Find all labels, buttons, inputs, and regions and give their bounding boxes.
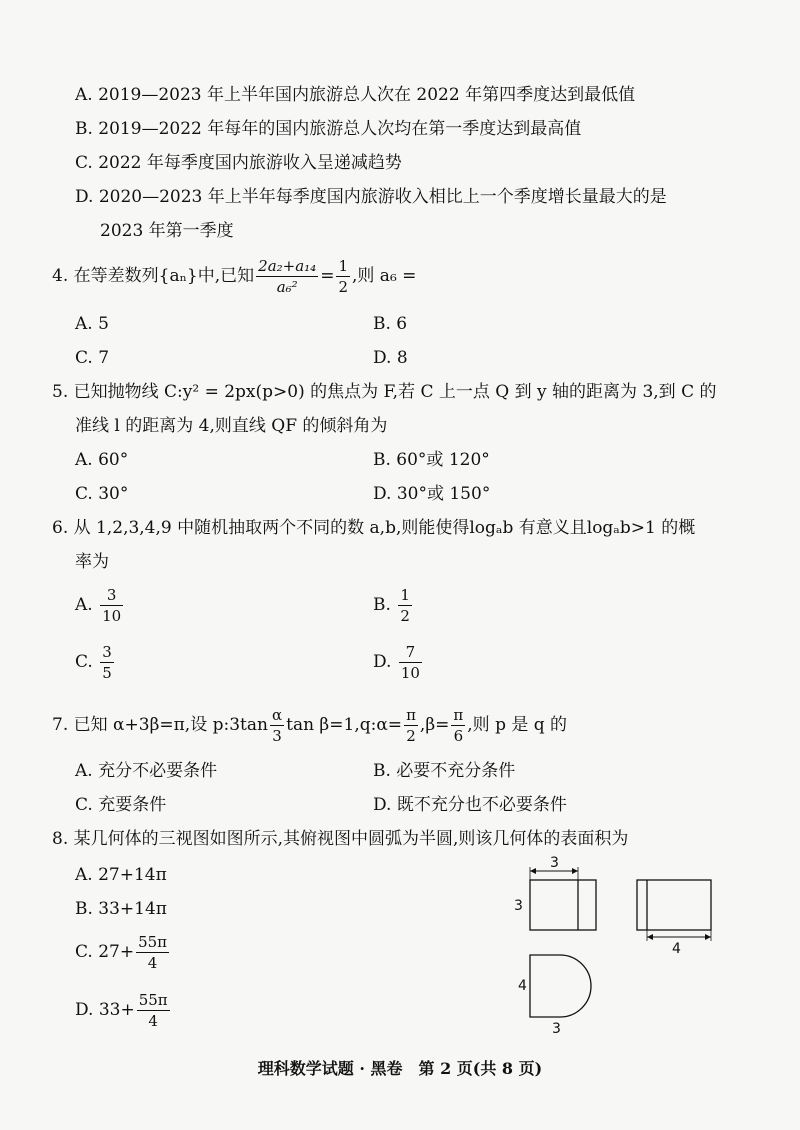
front-view-dim-arrow-right (572, 868, 578, 874)
q4-frac-den: a₆² (276, 278, 298, 296)
q7-alpha-fraction (270, 705, 284, 746)
q6-d-label: D. (373, 652, 392, 672)
q7-option-a: A. 充分不必要条件 (75, 761, 218, 781)
q7-pi2-fraction (404, 705, 418, 746)
q8-d-num: 55π (138, 991, 168, 1009)
q7-option-c: C. 充要条件 (75, 795, 167, 815)
q4-half (336, 256, 350, 297)
q4-option-d: D. 8 (373, 348, 408, 368)
q5-stem-line2: 准线 l 的距离为 4,则直线 QF 的倾斜角为 (75, 416, 388, 436)
q7-alpha-num: α (271, 706, 283, 724)
q6-c-label: C. (75, 652, 93, 672)
front-view-left-label: 3 (514, 898, 523, 914)
q8-c-num: 55π (138, 933, 168, 951)
q6-a-den: 10 (102, 607, 122, 625)
q6-b-num: 1 (400, 586, 410, 604)
q6-option-b (373, 585, 414, 626)
q4-stem-pre: 4. 在等差数列{aₙ}中,已知 (52, 266, 255, 286)
q3-option-b: B. 2019—2022 年每年的国内旅游总人次均在第一季度达到最高值 (75, 119, 582, 139)
side-view-dim-arrow-right (705, 934, 711, 940)
q6-c-den: 5 (102, 664, 112, 682)
q3-option-c: C. 2022 年每季度国内旅游收入呈递减趋势 (75, 153, 402, 173)
q7-pi2-num: π (406, 706, 416, 724)
q5-option-b: B. 60°或 120° (373, 450, 490, 470)
q6-stem-line2: 率为 (75, 552, 109, 572)
q7-stem (52, 705, 567, 746)
q7-pi6-num: π (453, 706, 464, 724)
q4-frac-num: 2a₂+a₁₄ (258, 257, 317, 275)
three-view-figure (500, 855, 740, 1045)
q4-half-num: 1 (338, 257, 348, 275)
q3-option-d-line1: D. 2020—2023 年上半年每季度国内旅游收入相比上一个季度增长量最大的是 (75, 187, 667, 207)
q6-d-fraction (399, 642, 422, 683)
side-view-bottom-label: 4 (672, 941, 681, 957)
front-view-dim-arrow-left (530, 868, 536, 874)
top-view-left-label: 4 (518, 978, 527, 994)
top-view-bottom-label: 3 (552, 1021, 561, 1037)
q6-d-den: 10 (400, 664, 420, 682)
q5-stem-line1: 5. 已知抛物线 C:y² = 2px(p>0) 的焦点为 F,若 C 上一点 Q 到 y 轴的距离为 3,到 C 的 (52, 382, 717, 402)
q7-mid: tan β=1,q:α= (286, 715, 403, 735)
q4-half-den: 2 (338, 278, 348, 296)
q7-option-b: B. 必要不充分条件 (373, 761, 516, 781)
q4-stem (52, 256, 416, 297)
front-view-rect (530, 880, 596, 930)
q8-c-fraction (136, 932, 169, 973)
q6-stem-line1: 6. 从 1,2,3,4,9 中随机抽取两个不同的数 a,b,则能使得logₐb 有意义且logₐb>1 的概 (52, 518, 696, 538)
q5-option-a: A. 60° (75, 450, 129, 470)
q6-option-a (75, 585, 125, 626)
q7-pi2-den: 2 (406, 727, 416, 745)
q8-option-a: A. 27+14π (75, 865, 167, 885)
side-view-rect (637, 880, 711, 930)
q6-c-num: 3 (102, 643, 112, 661)
q4-option-b: B. 6 (373, 314, 408, 334)
q6-option-d (373, 642, 424, 683)
q6-option-c (75, 642, 116, 683)
q8-option-b: B. 33+14π (75, 899, 167, 919)
q6-b-label: B. (373, 595, 391, 615)
q8-d-fraction (137, 990, 170, 1031)
q6-b-den: 2 (400, 607, 410, 625)
q4-option-c: C. 7 (75, 348, 110, 368)
q3-option-a: A. 2019—2023 年上半年国内旅游总人次在 2022 年第四季度达到最低值 (75, 85, 636, 105)
page-footer: 理科数学试题 · 黑卷 第 2 页(共 8 页) (257, 1059, 543, 1078)
q4-equals: = (320, 266, 335, 286)
q6-a-num: 3 (100, 585, 123, 606)
q7-stem-post: ,则 p 是 q 的 (467, 715, 568, 735)
q7-beta: ,β= (419, 715, 450, 735)
q8-d-den: 4 (148, 1012, 158, 1030)
front-view-top-label: 3 (550, 855, 559, 871)
q7-stem-pre: 7. 已知 α+3β=π,设 p:3tan (52, 715, 268, 735)
q7-option-d: D. 既不充分也不必要条件 (373, 795, 567, 815)
q7-pi6-den: 6 (453, 727, 464, 745)
q6-a-fraction (100, 585, 123, 626)
q5-option-c: C. 30° (75, 484, 129, 504)
side-view-dim-arrow-left (647, 934, 653, 940)
q8-option-c (75, 932, 171, 973)
q6-c-fraction (100, 642, 114, 683)
q6-d-num: 7 (399, 642, 422, 663)
top-view-shape (530, 955, 591, 1017)
q5-option-d: D. 30°或 150° (373, 484, 491, 504)
q8-c-den: 4 (147, 954, 158, 972)
q4-fraction (256, 256, 318, 297)
q7-pi6-fraction (451, 705, 465, 746)
q3-option-d-line2: 2023 年第一季度 (100, 221, 234, 241)
q8-stem: 8. 某几何体的三视图如图所示,其俯视图中圆弧为半圆,则该几何体的表面积为 (52, 829, 629, 849)
q8-d-label: D. 33+ (75, 1000, 135, 1020)
q4-option-a: A. 5 (75, 314, 109, 334)
q4-stem-post: ,则 a₆ = (352, 266, 417, 286)
q7-alpha-den: 3 (272, 727, 282, 745)
q8-option-d (75, 990, 172, 1031)
q8-c-label: C. 27+ (75, 942, 135, 962)
q6-b-fraction (398, 585, 412, 626)
q6-a-label: A. (75, 595, 93, 615)
